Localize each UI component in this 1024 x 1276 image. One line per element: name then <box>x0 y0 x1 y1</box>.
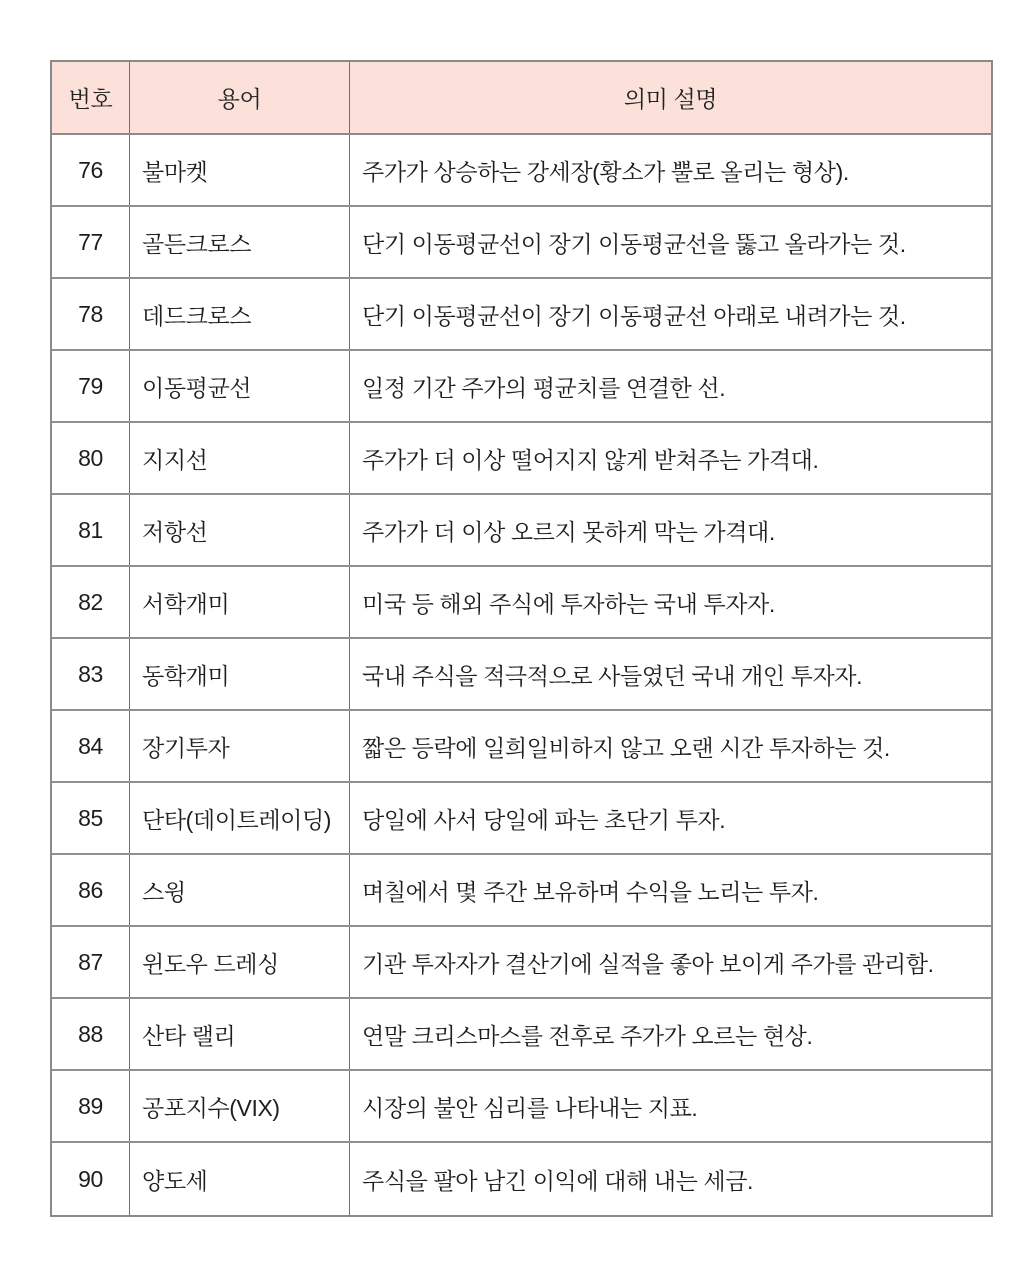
row-number: 81 <box>52 495 130 565</box>
row-term: 저항선 <box>130 495 350 565</box>
column-header-description: 의미 설명 <box>623 86 718 112</box>
row-term: 골든크로스 <box>130 207 350 277</box>
table-row <box>52 135 991 207</box>
row-number: 85 <box>52 783 130 853</box>
row-number: 79 <box>52 351 130 421</box>
table-row <box>52 1071 991 1143</box>
table-row <box>52 279 991 351</box>
table-row <box>52 639 991 711</box>
table-row <box>52 783 991 855</box>
table-row <box>52 495 991 567</box>
row-description: 주식을 팔아 남긴 이익에 대해 내는 세금. <box>362 1167 754 1194</box>
row-description: 국내 주식을 적극적으로 사들였던 국내 개인 투자자. <box>362 662 863 689</box>
table-row <box>52 567 991 639</box>
row-number: 90 <box>52 1143 130 1215</box>
column-header-number: 번호 <box>52 62 130 133</box>
row-term: 지지선 <box>130 423 350 493</box>
table-header-row <box>52 62 991 135</box>
row-term: 데드크로스 <box>130 279 350 349</box>
row-number: 86 <box>52 855 130 925</box>
row-description: 짧은 등락에 일희일비하지 않고 오랜 시간 투자하는 것. <box>362 734 890 761</box>
row-number: 83 <box>52 639 130 709</box>
row-description: 주가가 더 이상 오르지 못하게 막는 가격대. <box>362 518 775 545</box>
row-description: 일정 기간 주가의 평균치를 연결한 선. <box>362 374 726 401</box>
table-row <box>52 1143 991 1215</box>
table-row <box>52 207 991 279</box>
row-description: 시장의 불안 심리를 나타내는 지표. <box>362 1094 698 1121</box>
row-term: 양도세 <box>130 1143 350 1215</box>
table-row <box>52 999 991 1071</box>
row-description: 미국 등 해외 주식에 투자하는 국내 투자자. <box>362 590 775 617</box>
row-term: 윈도우 드레싱 <box>130 927 350 997</box>
row-term: 장기투자 <box>130 711 350 781</box>
table-row <box>52 351 991 423</box>
stock-terms-table <box>50 60 993 1217</box>
row-description: 당일에 사서 당일에 파는 초단기 투자. <box>362 806 726 833</box>
row-description: 며칠에서 몇 주간 보유하며 수익을 노리는 투자. <box>362 878 819 905</box>
column-header-term: 용어 <box>130 62 350 133</box>
table-row <box>52 855 991 927</box>
row-number: 76 <box>52 135 130 205</box>
row-term: 공포지수(VIX) <box>130 1071 350 1141</box>
table-row <box>52 927 991 999</box>
table-row <box>52 711 991 783</box>
row-term: 스윙 <box>130 855 350 925</box>
row-term: 단타(데이트레이딩) <box>130 783 350 853</box>
row-description: 연말 크리스마스를 전후로 주가가 오르는 현상. <box>362 1022 813 1049</box>
row-term: 산타 랠리 <box>130 999 350 1069</box>
row-number: 84 <box>52 711 130 781</box>
row-term: 동학개미 <box>130 639 350 709</box>
row-number: 78 <box>52 279 130 349</box>
row-number: 89 <box>52 1071 130 1141</box>
row-description: 단기 이동평균선이 장기 이동평균선 아래로 내려가는 것. <box>362 302 906 329</box>
row-description: 기관 투자자가 결산기에 실적을 좋아 보이게 주가를 관리함. <box>362 950 934 977</box>
table-row <box>52 423 991 495</box>
row-description: 주가가 상승하는 강세장(황소가 뿔로 올리는 형상). <box>362 158 849 185</box>
row-number: 88 <box>52 999 130 1069</box>
row-term: 불마켓 <box>130 135 350 205</box>
row-number: 80 <box>52 423 130 493</box>
row-number: 87 <box>52 927 130 997</box>
row-term: 서학개미 <box>130 567 350 637</box>
row-term: 이동평균선 <box>130 351 350 421</box>
row-number: 77 <box>52 207 130 277</box>
row-description: 주가가 더 이상 떨어지지 않게 받쳐주는 가격대. <box>362 446 819 473</box>
row-number: 82 <box>52 567 130 637</box>
row-description: 단기 이동평균선이 장기 이동평균선을 뚫고 올라가는 것. <box>362 230 906 257</box>
